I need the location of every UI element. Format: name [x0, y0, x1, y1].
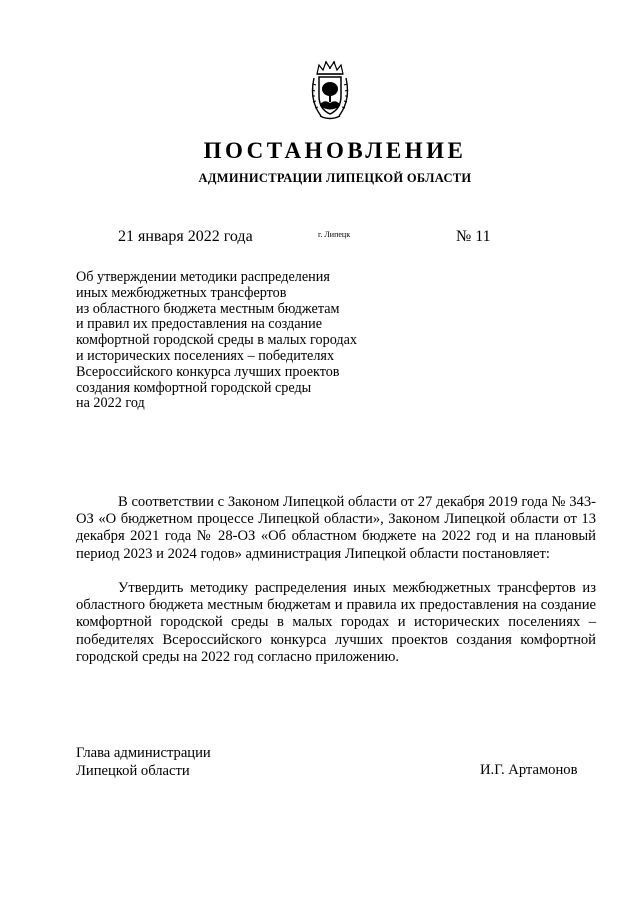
subject-line: Об утверждении методики распределения	[76, 269, 330, 285]
coat-of-arms-icon	[309, 60, 351, 122]
body-paragraph-resolution: Утвердить методику распределения иных межбюджетных трансфертов из областного бюджета местным бюджетам и правила их предоставления на создание комфортной городской среды в малых городах и исторических поселениях – победителях Всероссийского конкурса лучших проектов создания комфортной городской среды на 2022 год согласно приложению.	[76, 580, 596, 665]
signer-position	[76, 745, 211, 780]
signer-position-line: Липецкой области	[76, 762, 190, 779]
subject-line: и правил их предоставления на создание	[76, 316, 323, 333]
document-subtitle: АДМИНИСТРАЦИИ ЛИПЕЦКОЙ ОБЛАСТИ	[198, 171, 472, 185]
subject-line: иных межбюджетных трансфертов	[76, 284, 287, 301]
subject-line: Всероссийского конкурса лучших проектов	[76, 363, 340, 380]
document-number: № 11	[456, 228, 491, 245]
signer-position-line: Глава администрации	[76, 745, 211, 761]
body-paragraph-legal-basis: В соответствии с Законом Липецкой области от 27 декабря 2019 года № 343-ОЗ «О бюджетном процессе Липецкой области», Законом Липецкой области от 13 декабря 2021 года № 28-ОЗ «Об областном бюджете на 2022 год и на плановый период 2023 и 2024 годов» администрация Липецкой области постановляет:	[76, 494, 596, 562]
document-subject	[76, 270, 416, 412]
subject-line: из областного бюджета местным бюджетам	[76, 300, 340, 317]
document-date: 21 января 2022 года	[118, 228, 253, 245]
subject-line: и исторических поселениях – победителях	[76, 347, 335, 364]
subject-line: на 2022 год	[76, 395, 145, 412]
document-title: ПОСТАНОВЛЕНИЕ	[203, 138, 467, 163]
subject-line: комфортной городской среды в малых городах	[76, 332, 357, 349]
document-place: г. Липецк	[318, 230, 351, 239]
signer-name: И.Г. Артамонов	[480, 762, 578, 778]
subject-line: создания комфортной городской среды	[76, 379, 312, 396]
